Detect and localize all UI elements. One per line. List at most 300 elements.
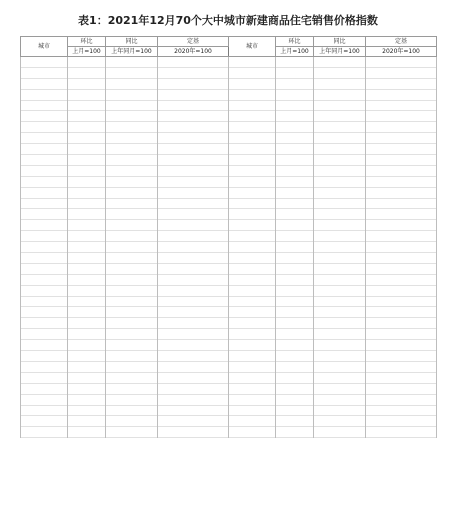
index-cell	[366, 329, 437, 340]
table-row	[21, 209, 437, 220]
city-cell	[229, 383, 276, 394]
document-title: 表1：2021年12月70个大中城市新建商品住宅销售价格指数	[78, 14, 378, 27]
city-cell	[229, 318, 276, 329]
index-cell	[158, 361, 229, 372]
index-cell	[68, 67, 106, 78]
index-cell	[106, 329, 158, 340]
index-cell	[276, 111, 314, 122]
index-cell	[158, 89, 229, 100]
index-cell	[106, 144, 158, 155]
index-cell	[106, 78, 158, 89]
header-yoy: 同比	[106, 37, 158, 47]
index-cell	[314, 122, 366, 133]
city-cell	[229, 372, 276, 383]
index-cell	[158, 231, 229, 242]
city-cell	[21, 405, 68, 416]
index-cell	[106, 340, 158, 351]
table-row	[21, 296, 437, 307]
index-cell	[68, 231, 106, 242]
city-cell	[229, 100, 276, 111]
city-cell	[21, 133, 68, 144]
index-cell	[68, 383, 106, 394]
index-cell	[314, 187, 366, 198]
index-cell	[106, 296, 158, 307]
index-cell	[366, 416, 437, 427]
city-cell	[21, 198, 68, 209]
header-city: 城市	[21, 37, 68, 57]
index-cell	[366, 155, 437, 166]
index-cell	[314, 67, 366, 78]
city-cell	[229, 405, 276, 416]
index-cell	[276, 329, 314, 340]
table-row	[21, 318, 437, 329]
index-cell	[106, 307, 158, 318]
index-cell	[158, 405, 229, 416]
index-cell	[68, 209, 106, 220]
index-cell	[68, 78, 106, 89]
index-cell	[314, 111, 366, 122]
city-cell	[21, 242, 68, 253]
index-cell	[106, 165, 158, 176]
city-cell	[21, 187, 68, 198]
index-cell	[276, 57, 314, 68]
index-cell	[276, 340, 314, 351]
city-cell	[21, 296, 68, 307]
index-cell	[276, 351, 314, 362]
index-cell	[314, 144, 366, 155]
index-cell	[158, 372, 229, 383]
index-cell	[366, 394, 437, 405]
table-row	[21, 405, 437, 416]
table-row	[21, 176, 437, 187]
index-cell	[276, 427, 314, 438]
index-cell	[158, 176, 229, 187]
table-row	[21, 416, 437, 427]
index-cell	[366, 340, 437, 351]
table-body	[21, 57, 437, 438]
index-cell	[68, 198, 106, 209]
city-cell	[229, 274, 276, 285]
index-cell	[106, 274, 158, 285]
subheader-yoy: 上年同月=100	[106, 47, 158, 57]
index-cell	[366, 67, 437, 78]
index-cell	[68, 340, 106, 351]
city-cell	[229, 133, 276, 144]
index-cell	[158, 307, 229, 318]
index-cell	[276, 307, 314, 318]
index-cell	[106, 187, 158, 198]
index-cell	[314, 100, 366, 111]
index-cell	[314, 340, 366, 351]
city-cell	[21, 361, 68, 372]
index-cell	[68, 89, 106, 100]
city-cell	[229, 307, 276, 318]
city-cell	[229, 176, 276, 187]
city-cell	[229, 155, 276, 166]
table-row	[21, 57, 437, 68]
index-cell	[158, 155, 229, 166]
index-cell	[366, 133, 437, 144]
table-row	[21, 329, 437, 340]
table-row	[21, 155, 437, 166]
index-cell	[106, 253, 158, 264]
index-cell	[158, 220, 229, 231]
index-cell	[68, 318, 106, 329]
index-cell	[276, 133, 314, 144]
index-cell	[68, 176, 106, 187]
index-cell	[276, 122, 314, 133]
header-mom: 环比	[68, 37, 106, 47]
index-cell	[158, 394, 229, 405]
table-row	[21, 187, 437, 198]
index-cell	[276, 165, 314, 176]
city-cell	[21, 307, 68, 318]
index-cell	[314, 361, 366, 372]
city-cell	[21, 111, 68, 122]
city-cell	[21, 427, 68, 438]
city-cell	[229, 361, 276, 372]
index-cell	[366, 144, 437, 155]
index-cell	[314, 263, 366, 274]
city-cell	[21, 209, 68, 220]
index-cell	[106, 361, 158, 372]
index-cell	[314, 329, 366, 340]
city-cell	[229, 263, 276, 274]
index-cell	[68, 165, 106, 176]
index-cell	[68, 220, 106, 231]
index-cell	[68, 187, 106, 198]
index-cell	[106, 67, 158, 78]
index-cell	[68, 416, 106, 427]
city-cell	[21, 340, 68, 351]
subheader-base: 2020年=100	[366, 47, 437, 57]
index-cell	[276, 416, 314, 427]
city-cell	[21, 263, 68, 274]
index-cell	[314, 285, 366, 296]
index-cell	[276, 242, 314, 253]
table-row	[21, 427, 437, 438]
city-cell	[229, 394, 276, 405]
subheader-base: 2020年=100	[158, 47, 229, 57]
index-cell	[158, 274, 229, 285]
index-cell	[68, 307, 106, 318]
table-row	[21, 67, 437, 78]
index-cell	[158, 383, 229, 394]
table-row	[21, 307, 437, 318]
index-cell	[68, 351, 106, 362]
index-cell	[276, 253, 314, 264]
city-cell	[21, 89, 68, 100]
table-row	[21, 394, 437, 405]
city-cell	[229, 78, 276, 89]
index-cell	[276, 89, 314, 100]
index-cell	[314, 416, 366, 427]
city-cell	[21, 394, 68, 405]
table-row	[21, 263, 437, 274]
city-cell	[229, 111, 276, 122]
index-cell	[314, 198, 366, 209]
index-cell	[366, 263, 437, 274]
index-cell	[68, 361, 106, 372]
index-cell	[314, 242, 366, 253]
subheader-mom: 上月=100	[276, 47, 314, 57]
index-cell	[276, 274, 314, 285]
index-cell	[366, 176, 437, 187]
index-cell	[106, 242, 158, 253]
table-row	[21, 361, 437, 372]
index-cell	[158, 144, 229, 155]
index-cell	[158, 285, 229, 296]
city-cell	[229, 67, 276, 78]
index-cell	[106, 57, 158, 68]
table-row	[21, 383, 437, 394]
index-cell	[276, 361, 314, 372]
table-row	[21, 100, 437, 111]
index-cell	[366, 274, 437, 285]
index-cell	[314, 383, 366, 394]
city-cell	[21, 155, 68, 166]
index-cell	[68, 263, 106, 274]
index-cell	[314, 155, 366, 166]
index-cell	[106, 427, 158, 438]
index-cell	[314, 274, 366, 285]
index-cell	[68, 122, 106, 133]
table-row	[21, 340, 437, 351]
city-cell	[229, 427, 276, 438]
index-cell	[366, 165, 437, 176]
city-cell	[229, 416, 276, 427]
subheader-mom: 上月=100	[68, 47, 106, 57]
index-cell	[106, 372, 158, 383]
table-row	[21, 372, 437, 383]
index-cell	[314, 296, 366, 307]
city-cell	[229, 285, 276, 296]
table-row	[21, 122, 437, 133]
table-row	[21, 253, 437, 264]
table-header-row	[21, 37, 437, 47]
index-cell	[314, 176, 366, 187]
index-cell	[366, 100, 437, 111]
index-cell	[106, 220, 158, 231]
index-cell	[68, 57, 106, 68]
index-cell	[68, 242, 106, 253]
index-cell	[106, 209, 158, 220]
index-cell	[276, 187, 314, 198]
table-row	[21, 351, 437, 362]
city-cell	[21, 318, 68, 329]
index-cell	[276, 263, 314, 274]
index-cell	[366, 383, 437, 394]
index-cell	[276, 231, 314, 242]
index-cell	[158, 67, 229, 78]
index-cell	[106, 416, 158, 427]
index-cell	[366, 318, 437, 329]
index-cell	[158, 100, 229, 111]
index-cell	[276, 394, 314, 405]
city-cell	[229, 89, 276, 100]
city-cell	[21, 176, 68, 187]
index-cell	[314, 394, 366, 405]
index-cell	[68, 253, 106, 264]
index-cell	[106, 155, 158, 166]
index-cell	[68, 285, 106, 296]
index-cell	[106, 263, 158, 274]
index-cell	[366, 253, 437, 264]
index-cell	[68, 100, 106, 111]
index-cell	[158, 351, 229, 362]
index-cell	[366, 372, 437, 383]
city-cell	[21, 274, 68, 285]
index-cell	[158, 427, 229, 438]
index-cell	[366, 57, 437, 68]
index-cell	[106, 394, 158, 405]
index-cell	[158, 198, 229, 209]
index-cell	[366, 198, 437, 209]
index-cell	[68, 144, 106, 155]
table-row	[21, 198, 437, 209]
index-cell	[68, 329, 106, 340]
city-cell	[229, 253, 276, 264]
subheader-yoy: 上年同月=100	[314, 47, 366, 57]
city-cell	[229, 144, 276, 155]
table-row	[21, 133, 437, 144]
city-cell	[21, 122, 68, 133]
index-cell	[106, 133, 158, 144]
table-row	[21, 220, 437, 231]
index-cell	[366, 209, 437, 220]
index-cell	[68, 405, 106, 416]
table-row	[21, 242, 437, 253]
index-cell	[158, 122, 229, 133]
index-cell	[314, 372, 366, 383]
index-cell	[158, 133, 229, 144]
index-cell	[366, 307, 437, 318]
index-cell	[68, 155, 106, 166]
index-cell	[314, 133, 366, 144]
index-cell	[276, 372, 314, 383]
city-cell	[229, 165, 276, 176]
header-base: 定基	[158, 37, 229, 47]
index-cell	[366, 122, 437, 133]
index-cell	[68, 372, 106, 383]
table-row	[21, 78, 437, 89]
index-cell	[68, 274, 106, 285]
index-cell	[366, 111, 437, 122]
city-cell	[229, 122, 276, 133]
index-cell	[158, 111, 229, 122]
index-cell	[68, 427, 106, 438]
header-city: 城市	[229, 37, 276, 57]
index-cell	[314, 231, 366, 242]
index-cell	[314, 318, 366, 329]
index-cell	[314, 165, 366, 176]
city-cell	[21, 372, 68, 383]
index-cell	[276, 318, 314, 329]
city-cell	[21, 144, 68, 155]
index-cell	[276, 100, 314, 111]
index-cell	[106, 231, 158, 242]
table-row	[21, 274, 437, 285]
index-cell	[106, 176, 158, 187]
index-cell	[158, 416, 229, 427]
city-cell	[229, 340, 276, 351]
table-row	[21, 285, 437, 296]
city-cell	[21, 383, 68, 394]
city-cell	[229, 231, 276, 242]
city-cell	[21, 253, 68, 264]
index-cell	[276, 198, 314, 209]
index-cell	[158, 296, 229, 307]
city-cell	[21, 231, 68, 242]
city-cell	[229, 209, 276, 220]
index-cell	[276, 220, 314, 231]
index-cell	[366, 296, 437, 307]
city-cell	[21, 165, 68, 176]
city-cell	[21, 57, 68, 68]
index-cell	[366, 405, 437, 416]
index-cell	[158, 57, 229, 68]
city-cell	[229, 351, 276, 362]
index-cell	[366, 285, 437, 296]
city-cell	[229, 198, 276, 209]
index-cell	[276, 67, 314, 78]
index-cell	[68, 133, 106, 144]
index-cell	[106, 318, 158, 329]
table-row	[21, 144, 437, 155]
index-cell	[106, 285, 158, 296]
index-cell	[158, 78, 229, 89]
index-cell	[68, 394, 106, 405]
index-cell	[276, 176, 314, 187]
index-cell	[158, 329, 229, 340]
index-cell	[314, 405, 366, 416]
index-cell	[106, 100, 158, 111]
index-cell	[106, 89, 158, 100]
index-cell	[106, 111, 158, 122]
index-cell	[158, 340, 229, 351]
table-row	[21, 231, 437, 242]
city-cell	[21, 351, 68, 362]
index-cell	[314, 78, 366, 89]
city-cell	[21, 220, 68, 231]
index-cell	[314, 220, 366, 231]
index-cell	[366, 427, 437, 438]
index-cell	[366, 351, 437, 362]
index-cell	[276, 383, 314, 394]
index-cell	[366, 361, 437, 372]
city-cell	[229, 329, 276, 340]
index-cell	[158, 318, 229, 329]
index-cell	[106, 351, 158, 362]
index-cell	[366, 220, 437, 231]
index-cell	[314, 253, 366, 264]
index-cell	[106, 198, 158, 209]
index-cell	[158, 187, 229, 198]
index-cell	[314, 89, 366, 100]
city-cell	[229, 296, 276, 307]
index-cell	[276, 144, 314, 155]
index-cell	[106, 405, 158, 416]
index-cell	[314, 427, 366, 438]
index-cell	[158, 165, 229, 176]
city-cell	[229, 57, 276, 68]
index-cell	[276, 78, 314, 89]
index-cell	[276, 209, 314, 220]
index-cell	[158, 209, 229, 220]
index-cell	[276, 155, 314, 166]
header-base: 定基	[366, 37, 437, 47]
table-row	[21, 89, 437, 100]
